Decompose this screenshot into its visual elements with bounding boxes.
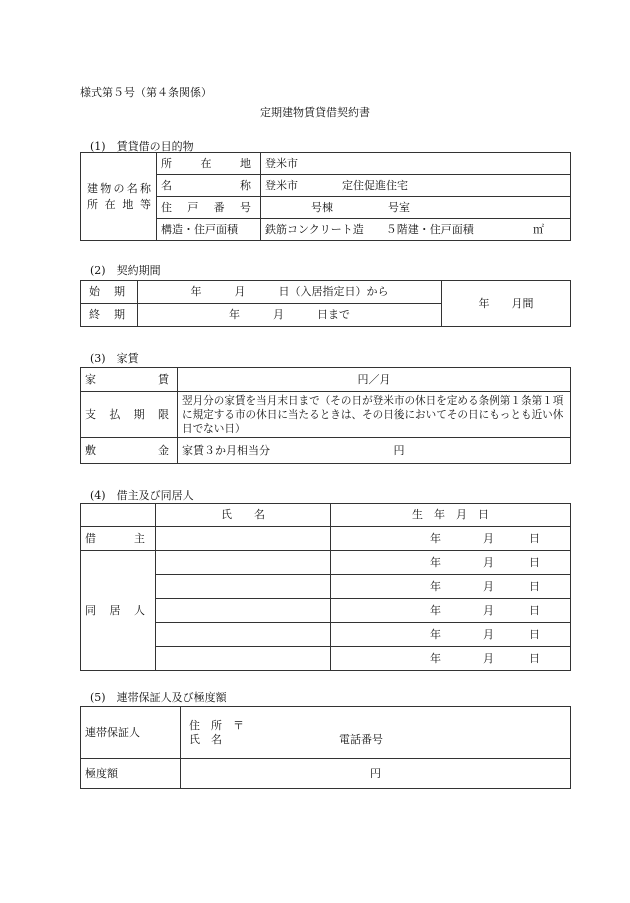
guarantor-name-row xyxy=(189,733,566,747)
month-label: 月 xyxy=(483,627,494,641)
guarantor-table xyxy=(80,706,571,789)
end-value: 年 月 日まで xyxy=(138,304,442,327)
header-blank-cell xyxy=(81,504,156,527)
deposit-value: 家賃３か月相当分 xyxy=(182,443,270,457)
cohabitant-name-cell xyxy=(156,599,331,623)
day-label: 日 xyxy=(529,627,540,641)
end-label: 終期 xyxy=(89,308,125,321)
name-column-header: 氏 名 xyxy=(156,504,331,527)
rent-table xyxy=(80,367,571,464)
month-label: 月 xyxy=(483,603,494,617)
form-number: 様式第５号（第４条関係） xyxy=(80,86,212,99)
guarantor-details-cell xyxy=(181,707,571,759)
cohabitant-name-cell xyxy=(156,647,331,671)
label-cell xyxy=(157,153,261,175)
guarantor-label: 連帯保証人 xyxy=(81,707,181,759)
section5-heading: (5) 連帯保証人及び極度額 xyxy=(90,691,227,704)
deposit-unit: 円 xyxy=(393,443,405,457)
day-label: 日 xyxy=(529,579,540,593)
cohabitant-name-cell xyxy=(156,551,331,575)
building-header: 建物の名称所在地等 xyxy=(87,181,151,211)
cohabitant-birthdate-cell xyxy=(331,599,571,623)
label-cell xyxy=(157,175,261,197)
year-label: 年 xyxy=(430,555,441,569)
month-label: 月 xyxy=(483,555,494,569)
end-label-cell xyxy=(81,304,138,327)
occupants-table xyxy=(80,503,571,671)
start-label: 始期 xyxy=(89,285,125,298)
label-cell xyxy=(157,197,261,219)
year-label: 年 xyxy=(430,627,441,641)
section3-heading: (3) 家賃 xyxy=(90,352,139,365)
due-label-cell xyxy=(81,392,178,438)
name-value: 登米市 定住促進住宅 xyxy=(261,175,571,197)
start-label-cell xyxy=(81,281,138,304)
limit-value: 円 xyxy=(181,759,571,789)
document-title: 定期建物賃貸借契約書 xyxy=(260,106,370,119)
structure-label: 構造・住戸面積 xyxy=(157,219,261,241)
unit-number-label: 住戸番号 xyxy=(161,200,251,214)
guarantor-name-label: 氏 名 xyxy=(189,732,222,746)
year-label: 年 xyxy=(430,603,441,617)
cohabitant-label-cell xyxy=(81,551,156,671)
area-unit: ㎡ xyxy=(533,222,544,236)
deposit-label-cell xyxy=(81,438,178,464)
duration-value: 年 月間 xyxy=(442,281,571,327)
deposit-cell xyxy=(178,438,571,464)
day-label: 日 xyxy=(529,555,540,569)
address-value: 登米市 xyxy=(261,153,571,175)
borrower-birthdate-cell xyxy=(331,527,571,551)
building-header-cell xyxy=(81,153,157,241)
rent-label-cell xyxy=(81,368,178,392)
cohabitant-birthdate-cell xyxy=(331,623,571,647)
target-property-table xyxy=(80,152,571,241)
month-label: 月 xyxy=(483,531,494,545)
day-label: 日 xyxy=(529,603,540,617)
cohabitant-name-cell xyxy=(156,623,331,647)
borrower-label: 借 主 xyxy=(85,531,145,545)
rent-label: 家賃 xyxy=(85,372,169,386)
borrower-label-cell xyxy=(81,527,156,551)
unit-number-value: 号棟 号室 xyxy=(261,197,571,219)
limit-label: 極度額 xyxy=(81,759,181,789)
rent-value: 円／月 xyxy=(178,368,571,392)
month-label: 月 xyxy=(483,651,494,665)
due-value: 翌月分の家賃を当月末日まで（その日が登米市の休日を定める条例第１条第１項に規定する市の休日に当たるときは、その日後においてその日にもっとも近い休日でない日） xyxy=(178,392,571,438)
section1-heading: (1) 賃貸借の目的物 xyxy=(90,140,194,153)
deposit-label: 敷金 xyxy=(85,443,169,457)
guarantor-phone-label: 電話番号 xyxy=(339,732,383,746)
year-label: 年 xyxy=(430,579,441,593)
contract-period-table xyxy=(80,280,571,327)
cohabitant-name-cell xyxy=(156,575,331,599)
address-label: 所在地 xyxy=(161,156,251,170)
birthdate-column-header: 生 年 月 日 xyxy=(331,504,571,527)
cohabitant-birthdate-cell xyxy=(331,575,571,599)
structure-value: 鉄筋コンクリート造 ５階建・住戸面積 xyxy=(265,222,474,236)
section2-heading: (2) 契約期間 xyxy=(90,264,161,277)
borrower-name-cell xyxy=(156,527,331,551)
start-value: 年 月 日（入居指定日）から xyxy=(138,281,442,304)
section4-heading: (4) 借主及び同居人 xyxy=(90,489,194,502)
structure-cell xyxy=(261,219,571,241)
name-label: 名称 xyxy=(161,178,251,192)
month-label: 月 xyxy=(483,579,494,593)
year-label: 年 xyxy=(430,531,441,545)
day-label: 日 xyxy=(529,651,540,665)
day-label: 日 xyxy=(529,531,540,545)
guarantor-address-label: 住 所 〒 xyxy=(189,718,244,732)
year-label: 年 xyxy=(430,651,441,665)
cohabitant-birthdate-cell xyxy=(331,551,571,575)
cohabitant-label: 同居人 xyxy=(85,603,145,617)
cohabitant-birthdate-cell xyxy=(331,647,571,671)
due-label: 支払期限 xyxy=(85,407,169,421)
